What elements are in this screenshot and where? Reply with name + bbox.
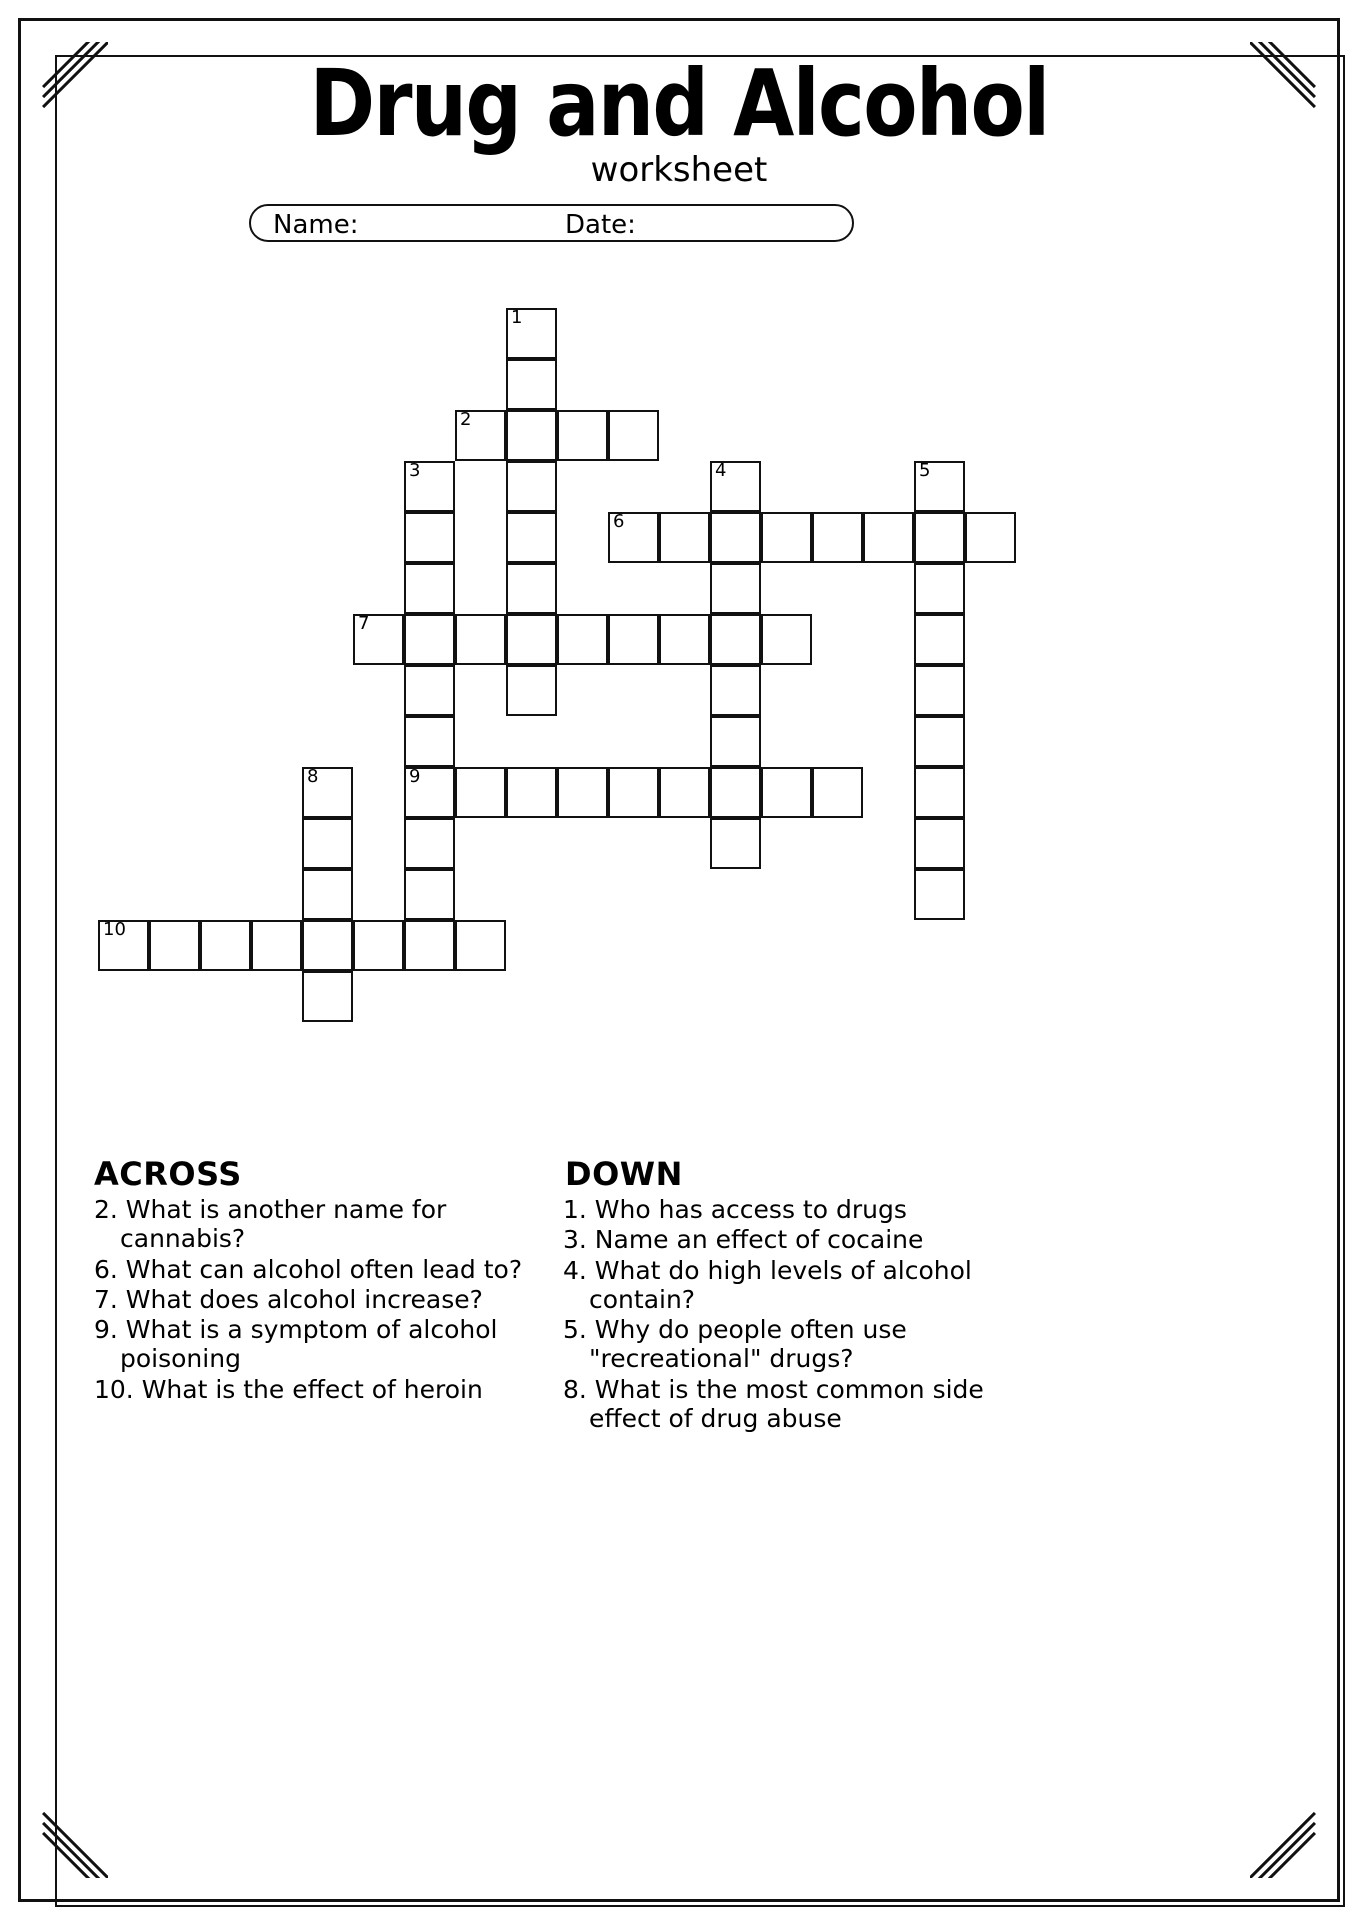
crossword-cell[interactable] [302, 971, 353, 1022]
clue-item: 9. What is a symptom of alcohol poisoning [94, 1315, 498, 1374]
crossword-cell-start-10[interactable] [98, 920, 149, 971]
crossword-cell[interactable] [506, 410, 557, 461]
crossword-cell[interactable] [404, 818, 455, 869]
crossword-cell[interactable] [914, 767, 965, 818]
crossword-cell[interactable] [965, 512, 1016, 563]
crossword-cell-start-8[interactable] [302, 767, 353, 818]
crossword-cell[interactable] [251, 920, 302, 971]
crossword-cell[interactable] [557, 410, 608, 461]
crossword-cell[interactable] [608, 767, 659, 818]
crossword-cell[interactable] [710, 563, 761, 614]
crossword-cell[interactable] [302, 869, 353, 920]
clues-section [0, 1155, 1358, 1455]
crossword-cell[interactable] [812, 512, 863, 563]
crossword-cell[interactable] [302, 818, 353, 869]
crossword-cell[interactable] [710, 716, 761, 767]
crossword-cell-start-1[interactable] [506, 308, 557, 359]
crossword-cell[interactable] [608, 410, 659, 461]
crossword-cell-start-7[interactable] [353, 614, 404, 665]
crossword-cell[interactable] [404, 716, 455, 767]
clue-item: 3. Name an effect of cocaine [563, 1225, 924, 1255]
crossword-cell-number: 10 [103, 919, 126, 940]
crossword-cell[interactable] [506, 563, 557, 614]
clue-item: 2. What is another name for cannabis? [94, 1195, 447, 1254]
crossword-cell-start-5[interactable] [914, 461, 965, 512]
crossword-cell[interactable] [659, 614, 710, 665]
crossword-cell-number: 6 [613, 511, 625, 532]
crossword-cell[interactable] [455, 767, 506, 818]
crossword-cell[interactable] [404, 512, 455, 563]
crossword-cell-start-4[interactable] [710, 461, 761, 512]
crossword-cell-start-9[interactable] [404, 767, 455, 818]
crossword-cell[interactable] [557, 614, 608, 665]
crossword-cell[interactable] [455, 920, 506, 971]
crossword-cell-number: 5 [919, 460, 931, 481]
crossword-cell[interactable] [506, 614, 557, 665]
page-title: Drug and Alcohol [309, 50, 1049, 157]
crossword-cell[interactable] [557, 767, 608, 818]
crossword-cell[interactable] [914, 818, 965, 869]
clue-item: 4. What do high levels of alcohol contain? [563, 1255, 972, 1314]
crossword-cell-start-3[interactable] [404, 461, 455, 512]
corner-ornament-bottom-right [1250, 1812, 1316, 1878]
clue-item: 5. Why do people often use "recreational" drugs? [563, 1315, 907, 1374]
crossword-cell[interactable] [506, 359, 557, 410]
crossword-cell[interactable] [914, 716, 965, 767]
crossword-cell-number: 3 [409, 460, 421, 481]
crossword-cell[interactable] [914, 563, 965, 614]
crossword-cell[interactable] [608, 614, 659, 665]
clue-item: 6. What can alcohol often lead to? [94, 1254, 523, 1284]
crossword-cell[interactable] [404, 614, 455, 665]
page-subtitle: worksheet [590, 150, 768, 190]
crossword-cell[interactable] [506, 461, 557, 512]
clue-item: 8. What is the most common side effect of drug abuse [563, 1374, 984, 1433]
crossword-cell[interactable] [710, 767, 761, 818]
clue-item: 10. What is the effect of heroin [94, 1374, 483, 1404]
crossword-cell[interactable] [761, 614, 812, 665]
crossword-cell[interactable] [506, 767, 557, 818]
crossword-cell[interactable] [812, 767, 863, 818]
crossword-cell[interactable] [710, 614, 761, 665]
crossword-cell[interactable] [404, 920, 455, 971]
clues-across-column [88, 1155, 558, 1405]
crossword-cell-number: 7 [358, 613, 370, 634]
clues-down-list [563, 1195, 1043, 1433]
crossword-cell[interactable] [710, 665, 761, 716]
crossword-cell-start-2[interactable] [455, 410, 506, 461]
crossword-cell-number: 2 [460, 409, 472, 430]
crossword-cell[interactable] [404, 665, 455, 716]
clues-down-heading: DOWN [565, 1155, 683, 1193]
crossword-cell[interactable] [761, 767, 812, 818]
date-field-label: Date: [565, 210, 636, 240]
crossword-cell-number: 8 [307, 766, 319, 787]
crossword-cell[interactable] [710, 818, 761, 869]
crossword-cell[interactable] [506, 665, 557, 716]
crossword-cell[interactable] [659, 512, 710, 563]
crossword-cell-number: 1 [511, 307, 523, 328]
crossword-cell[interactable] [914, 614, 965, 665]
crossword-cell[interactable] [710, 512, 761, 563]
crossword-cell[interactable] [353, 920, 404, 971]
crossword-cell[interactable] [659, 767, 710, 818]
crossword-cell[interactable] [863, 512, 914, 563]
clues-across-heading: ACROSS [94, 1155, 242, 1193]
crossword-cell[interactable] [404, 869, 455, 920]
clue-item: 1. Who has access to drugs [563, 1195, 907, 1224]
clues-across-list [94, 1195, 558, 1404]
crossword-cell[interactable] [455, 614, 506, 665]
crossword-cell-number: 4 [715, 460, 727, 481]
corner-ornament-bottom-left [42, 1812, 108, 1878]
crossword-cell-start-6[interactable] [608, 512, 659, 563]
clue-item: 7. What does alcohol increase? [94, 1284, 483, 1314]
crossword-cell[interactable] [914, 665, 965, 716]
crossword-cell[interactable] [404, 563, 455, 614]
crossword-cell-number: 9 [409, 766, 421, 787]
crossword-cell[interactable] [200, 920, 251, 971]
crossword-cell[interactable] [149, 920, 200, 971]
crossword-cell[interactable] [302, 920, 353, 971]
crossword-cell[interactable] [914, 869, 965, 920]
crossword-cell[interactable] [914, 512, 965, 563]
clues-down-column [563, 1155, 1043, 1434]
name-field-label: Name: [273, 210, 359, 240]
crossword-cell[interactable] [506, 512, 557, 563]
crossword-cell[interactable] [761, 512, 812, 563]
